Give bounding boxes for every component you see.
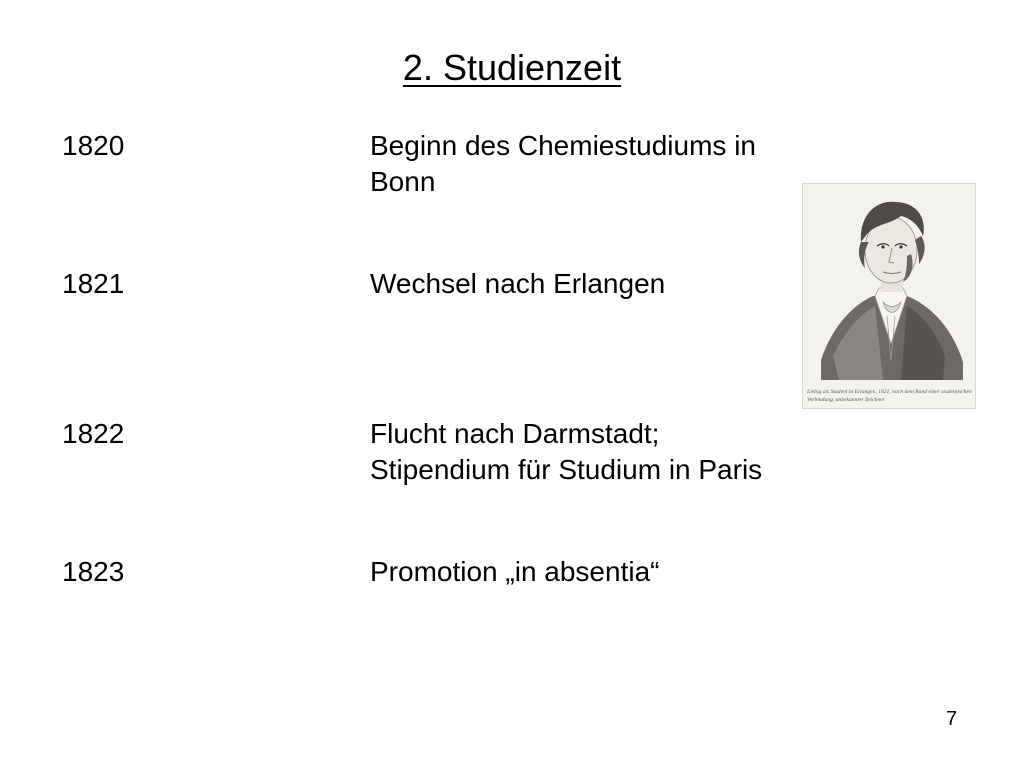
- timeline-description-line: Bonn: [370, 166, 436, 197]
- portrait-caption-line: Verbindung, unbekannter Zeichner: [807, 397, 885, 403]
- timeline-description-line: Flucht nach Darmstadt;: [370, 418, 660, 449]
- timeline-description-line: Promotion „in absentia“: [370, 556, 660, 587]
- portrait-image: [802, 183, 976, 409]
- timeline-year: 1823: [62, 556, 125, 587]
- page-number: 7: [946, 708, 958, 730]
- timeline-year: 1820: [62, 130, 125, 161]
- portrait-drawing: [803, 184, 975, 408]
- timeline-description-line: Stipendium für Studium in Paris: [370, 454, 763, 485]
- timeline-description: [370, 416, 890, 488]
- timeline-year: 1821: [62, 268, 125, 299]
- timeline-description: [370, 554, 890, 590]
- timeline-description-line: Beginn des Chemiestudiums in: [370, 130, 756, 161]
- timeline-year: 1822: [62, 418, 125, 449]
- timeline-description-line: Wechsel nach Erlangen: [370, 268, 666, 299]
- portrait-caption-line: Liebig als Student in Erlangen, 1821, nach dem Band einer studentischen: [807, 389, 972, 395]
- slide-title: 2. Studienzeit: [402, 47, 622, 88]
